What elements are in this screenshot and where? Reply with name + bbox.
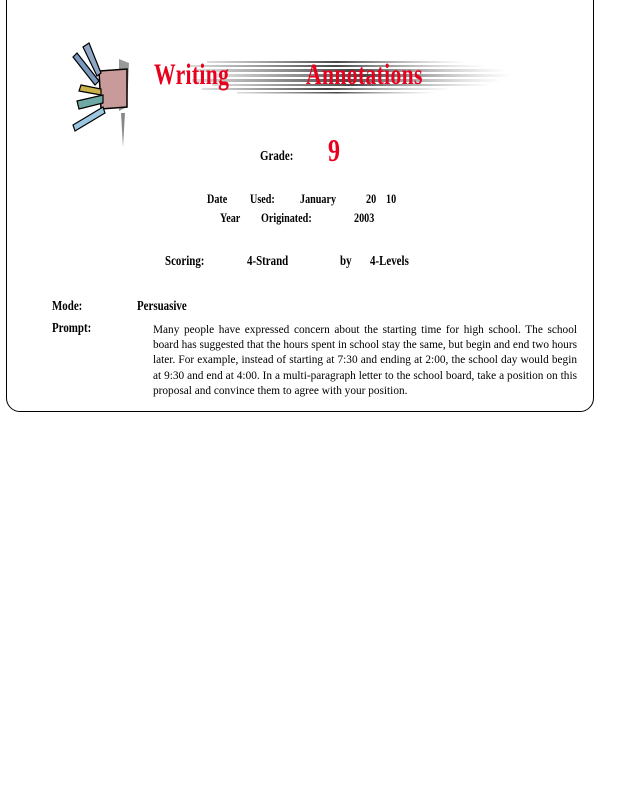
- prompt-text: Many people have expressed concern about the starting time for high school. The school board has suggested that the hours spent in school stay the same, but begin and end two hours later. For example, instead of starting at 7:30 and ending at 2:00, the school day would begin at 9:30 and end at 4:00. In a multi-paragraph letter to the school board, take a position on this proposal and convince them to agree with your position.: [153, 324, 577, 397]
- mode-value: Persuasive: [137, 299, 187, 314]
- page-content: [6, 1, 594, 411]
- year-label: Year: [220, 210, 241, 225]
- scoring-levels: 4-Levels: [370, 254, 409, 269]
- date-label: Date: [207, 191, 228, 206]
- pencils-in-hand-icon: [67, 41, 137, 151]
- used-label: Used:: [250, 191, 275, 206]
- used-year-a: 20: [366, 191, 377, 206]
- scoring-by: by: [340, 254, 352, 269]
- used-year-b: 10: [386, 191, 397, 206]
- mode-label: Mode:: [52, 299, 83, 314]
- originated-label: Originated:: [261, 210, 312, 225]
- grade-value: 9: [328, 132, 340, 168]
- originated-value: 2003: [354, 210, 375, 225]
- scoring-label: Scoring:: [165, 254, 205, 269]
- grade-label: Grade:: [260, 149, 294, 164]
- title-writing: Writing: [154, 58, 230, 91]
- page-frame: [6, 0, 594, 412]
- prompt-label: Prompt:: [52, 321, 92, 336]
- title-annotations: Annotations: [306, 58, 423, 91]
- used-month: January: [300, 191, 337, 206]
- scoring-strand: 4-Strand: [247, 254, 289, 269]
